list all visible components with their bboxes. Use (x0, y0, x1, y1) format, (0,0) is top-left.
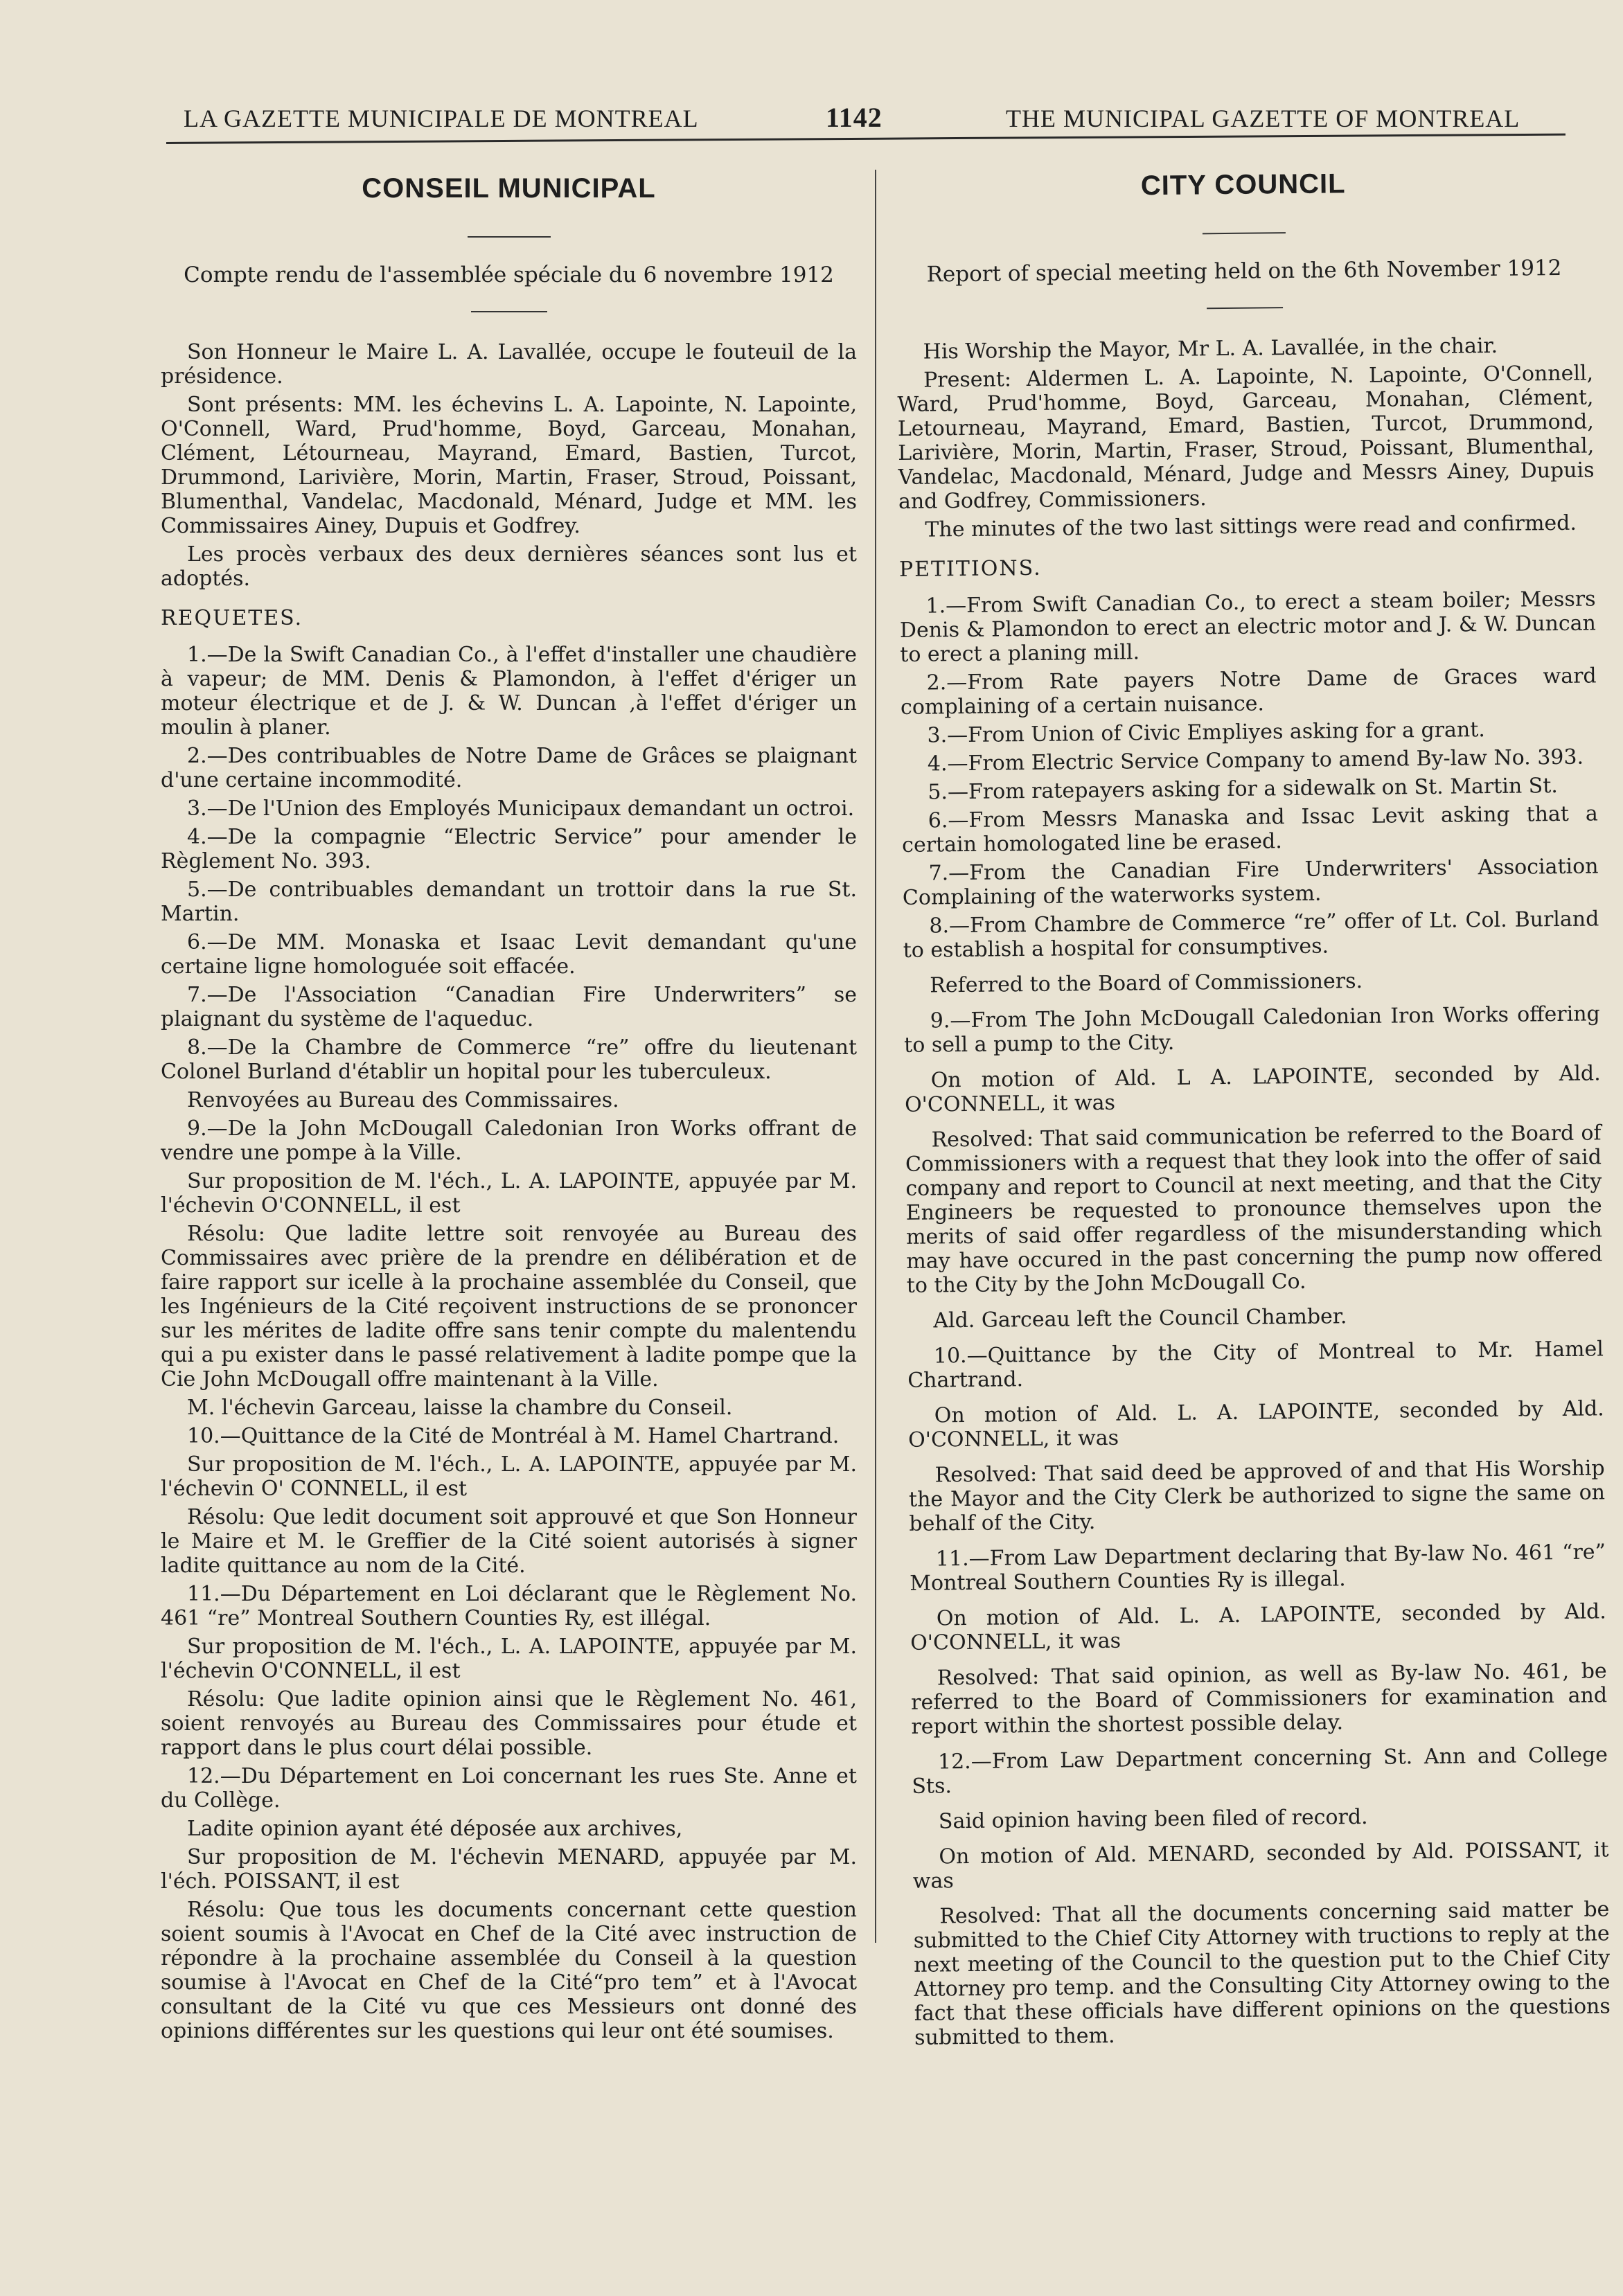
referred-note: Referred to the Board of Commissioners. (930, 968, 1363, 998)
requete-4: 4.—De la compagnie “Electric Service” pour amender le Règlement No. 393. (161, 825, 857, 873)
title-rule (468, 236, 551, 238)
petition-10-motion: On motion of Ald. L. A. LAPOINTE, seconded by Ald. O'CONNELL, it was (907, 1396, 1604, 1452)
petition-9: 9.—From The John McDougall Caledonian Iron Works offering to sell a pump to the City. (904, 1002, 1600, 1058)
paragraph-presents: Sont présents: MM. les échevins L. A. Lapointe, N. Lapointe, O'Connell, Ward, Prud'homme, Boyd, Garceau, Monahan, Clément, Létourneau, Mayrand, Emard, Bastien, Turcot, Drummond, Larivière, Morin, Martin, Fraser, Stroud, Poissant, Blumenthal, Vandelac, Macdonald, Ménard, Judge et MM. les Commissaires Ainey, Dupuis et Godfrey. (161, 393, 857, 538)
heading-requetes: REQUETES. (161, 606, 303, 630)
petition-9-resolved: Resolved: That said communication be referred to the Board of Commissioners with a request that they look into the offer of said company and report to Council at next meeting, and that the City Engineers be requested to pronounce themselves upon the merits of said offer regardless of the misunderstanding which may have occured in the past concerning the pump now offered to the City by the John McDougall Co. (905, 1121, 1603, 1298)
petition-1: 1.—From Swift Canadian Co., to erect a steam boiler; Messrs Denis & Plamondon to erect an electric motor and J. & W. Duncan to erect a planing mill. (899, 587, 1597, 667)
requete-11-motion: Sur proposition de M. l'éch., L. A. LAPOINTE, appuyée par M. l'échevin O'CONNELL, il est (161, 1635, 857, 1683)
header-english-title: THE MUNICIPAL GAZETTE OF MONTREAL (1006, 105, 1520, 132)
requete-8: 8.—De la Chambre de Commerce “re” offre du lieutenant Colonel Burland d'établir un hopital pour les tuberculeux. (161, 1035, 857, 1084)
petition-12-resolved: Resolved: That all the documents concerning said matter be submitted to the Chief City Attorney with tructions to reply at the next meeting of the Council to the question put to the Chief City Attorney pro temp. and the Consulting City Attorney owing to the fact that these officials have different opinions on the questions submitted to them. (913, 1897, 1611, 2050)
requete-7: 7.—De l'Association “Canadian Fire Underwriters” se plaignant du système de l'aqueduc. (161, 983, 857, 1031)
french-column-title: CONSEIL MUNICIPAL (362, 173, 656, 204)
column-divider (875, 170, 876, 1943)
petition-5: 5.—From ratepayers asking for a sidewalk on St. Martin St. (928, 774, 1559, 805)
petition-10-resolved: Resolved: That said deed be approved of and that His Worship the Mayor and the City Clerk be authorized to signe the same on behalf of the City. (908, 1456, 1606, 1536)
english-column-title: CITY COUNCIL (1140, 168, 1346, 202)
petition-9-motion: On motion of Ald. L A. LAPOINTE, seconded by Ald. O'CONNELL, it was (904, 1061, 1601, 1117)
requete-10-motion: Sur proposition de M. l'éch., L. A. LAPOINTE, appuyée par M. l'échevin O' CONNELL, il est (161, 1452, 857, 1501)
french-subtitle: Compte rendu de l'assemblée spéciale du 6 novembre 1912 (184, 262, 834, 287)
petition-8: 8.—From Chambre de Commerce “re” offer of Lt. Col. Burland to establish a hospital for consumptives. (903, 907, 1599, 963)
french-column (161, 173, 857, 2047)
requete-12: 12.—Du Département en Loi concernant les rues Ste. Anne et du Collège. (161, 1764, 857, 1813)
petition-4: 4.—From Electric Service Company to amend By-law No. 393. (927, 745, 1584, 776)
paragraph-proces-verbaux: Les procès verbaux des deux dernières séances sont lus et adoptés. (161, 542, 857, 591)
paragraph-chair: His Worship the Mayor, Mr L. A. Lavallée, in the chair. (923, 333, 1498, 364)
petition-2: 2.—From Rate payers Notre Dame de Graces ward complaining of a certain nuisance. (900, 664, 1597, 720)
requete-1: 1.—De la Swift Canadian Co., à l'effet d'installer une chaudière à vapeur; de MM. Denis & Plamondon, à l'effet d'ériger un moteur électrique et de J. & W. Duncan ,à l'effet d'ériger un moulin à planer. (161, 643, 857, 740)
requete-9: 9.—De la John McDougall Caledonian Iron Works offrant de vendre une pompe à la Ville. (161, 1116, 857, 1165)
petition-10: 10.—Quittance by the City of Montreal to Mr. Hamel Chartrand. (907, 1337, 1604, 1393)
page-number: 1142 (826, 102, 883, 133)
english-column (895, 166, 1611, 2054)
petition-12: 12.—From Law Department concerning St. Ann and College Sts. (912, 1743, 1608, 1799)
petition-11-resolved: Resolved: That said opinion, as well as By-law No. 461, be referred to the Board of Commissioners for examination and report within the shortest possible delay. (910, 1659, 1608, 1739)
requete-11: 11.—Du Département en Loi déclarant que le Règlement No. 461 “re” Montreal Southern Counties Ry, est illégal. (161, 1582, 857, 1630)
garceau-note: Ald. Garceau left the Council Chamber. (933, 1304, 1347, 1333)
title-rule (1202, 232, 1285, 234)
paragraph-presidence: Son Honneur le Maire L. A. Lavallée, occupe le fouteuil de la présidence. (161, 340, 857, 389)
petition-11: 11.—From Law Department declaring that By-law No. 461 “re” Montreal Southern Counties Ry is illegal. (910, 1540, 1606, 1596)
subtitle-rule (1207, 307, 1283, 309)
requete-5: 5.—De contribuables demandant un trottoir dans la rue St. Martin. (161, 878, 857, 926)
subtitle-rule (471, 311, 547, 312)
petition-12-motion: On motion of Ald. MENARD, seconded by Ald. POISSANT, it was (912, 1837, 1609, 1894)
page-header (166, 97, 1566, 139)
paragraph-minutes: The minutes of the two last sittings were read and confirmed. (925, 510, 1577, 542)
requete-9-resolu: Résolu: Que ladite lettre soit renvoyée au Bureau des Commissaires avec prière de la prendre en délibération et de faire rapport sur icelle à la prochaine assemblée du Conseil, que les Ingénieurs de la Cité reçoivent instructions de se prononcer sur les mérites de ladite offre sans tenir compte du malentendu qui a pu exister dans le passé relativement à ladite pompe que la Cie John McDougall offre maintenant à la Ville. (161, 1222, 857, 1391)
petition-6: 6.—From Messrs Manaska and Issac Levit asking that a certain homologated line be erased. (901, 801, 1598, 857)
requete-12-deposee: Ladite opinion ayant été déposée aux archives, (187, 1817, 683, 1841)
petition-3: 3.—From Union of Civic Empliyes asking for a grant. (927, 718, 1486, 748)
requete-12-motion: Sur proposition de M. l'échevin MENARD, appuyée par M. l'éch. POISSANT, il est (161, 1845, 857, 1894)
paragraph-present: Present: Aldermen L. A. Lapointe, N. Lapointe, O'Connell, Ward, Prud'homme, Boyd, Garceau, Monahan, Clément, Letourneau, Mayrand, Emard, Bastien, Turcot, Drummond, Larivière, Morin, Martin, Fraser, Stroud, Poissant, Blumenthal, Vandelac, Macdonald, Ménard, Judge and Messrs Ainey, Dupuis and Godfrey, Commissioners. (897, 361, 1595, 514)
requete-3: 3.—De l'Union des Employés Municipaux demandant un octroi. (187, 797, 855, 821)
heading-petitions: PETITIONS. (898, 555, 1042, 582)
renvoyees-note: Renvoyées au Bureau des Commissaires. (187, 1088, 619, 1112)
requete-11-resolu: Résolu: Que ladite opinion ainsi que le Règlement No. 461, soient renvoyés au Bureau des Commissaires pour étude et rapport dans le plus court délai possible. (161, 1687, 857, 1760)
requete-2: 2.—Des contribuables de Notre Dame de Grâces se plaignant d'une certaine incommodité. (161, 744, 857, 792)
petition-7: 7.—From the Canadian Fire Underwriters' Association Complaining of the waterworks system. (902, 854, 1599, 910)
requete-6: 6.—De MM. Monaska et Isaac Levit demandant qu'une certaine ligne homologuée soit effacée. (161, 930, 857, 979)
petition-12-filed: Said opinion having been filed of record. (938, 1804, 1368, 1834)
requete-10: 10.—Quittance de la Cité de Montréal à M. Hamel Chartrand. (187, 1424, 840, 1448)
english-subtitle: Report of special meeting held on the 6th November 1912 (926, 255, 1562, 287)
header-french-title: LA GAZETTE MUNICIPALE DE MONTREAL (184, 105, 699, 132)
garceau-note: M. l'échevin Garceau, laisse la chambre du Conseil. (187, 1396, 733, 1420)
requete-9-motion: Sur proposition de M. l'éch., L. A. LAPOINTE, appuyée par M. l'échevin O'CONNELL, il est (161, 1169, 857, 1218)
requete-10-resolu: Résolu: Que ledit document soit approuvé et que Son Honneur le Maire et M. le Greffier de la Cité soient autorisés à signer ladite quittance au nom de la Cité. (161, 1505, 857, 1578)
petition-11-motion: On motion of Ald. L. A. LAPOINTE, seconded by Ald. O'CONNELL, it was (910, 1599, 1606, 1655)
requete-12-resolu: Résolu: Que tous les documents concernant cette question soient soumis à l'Avocat en Chef de la Cité avec instruction de répondre à la prochaine assemblée du Conseil à la question soumise à l'Avocat en Chef de la Cité“pro tem” et à l'Avocat consultant de la Cité vu que ces Messieurs ont donné des opinions différentes sur les questions qui leur ont été soumises. (161, 1898, 857, 2043)
